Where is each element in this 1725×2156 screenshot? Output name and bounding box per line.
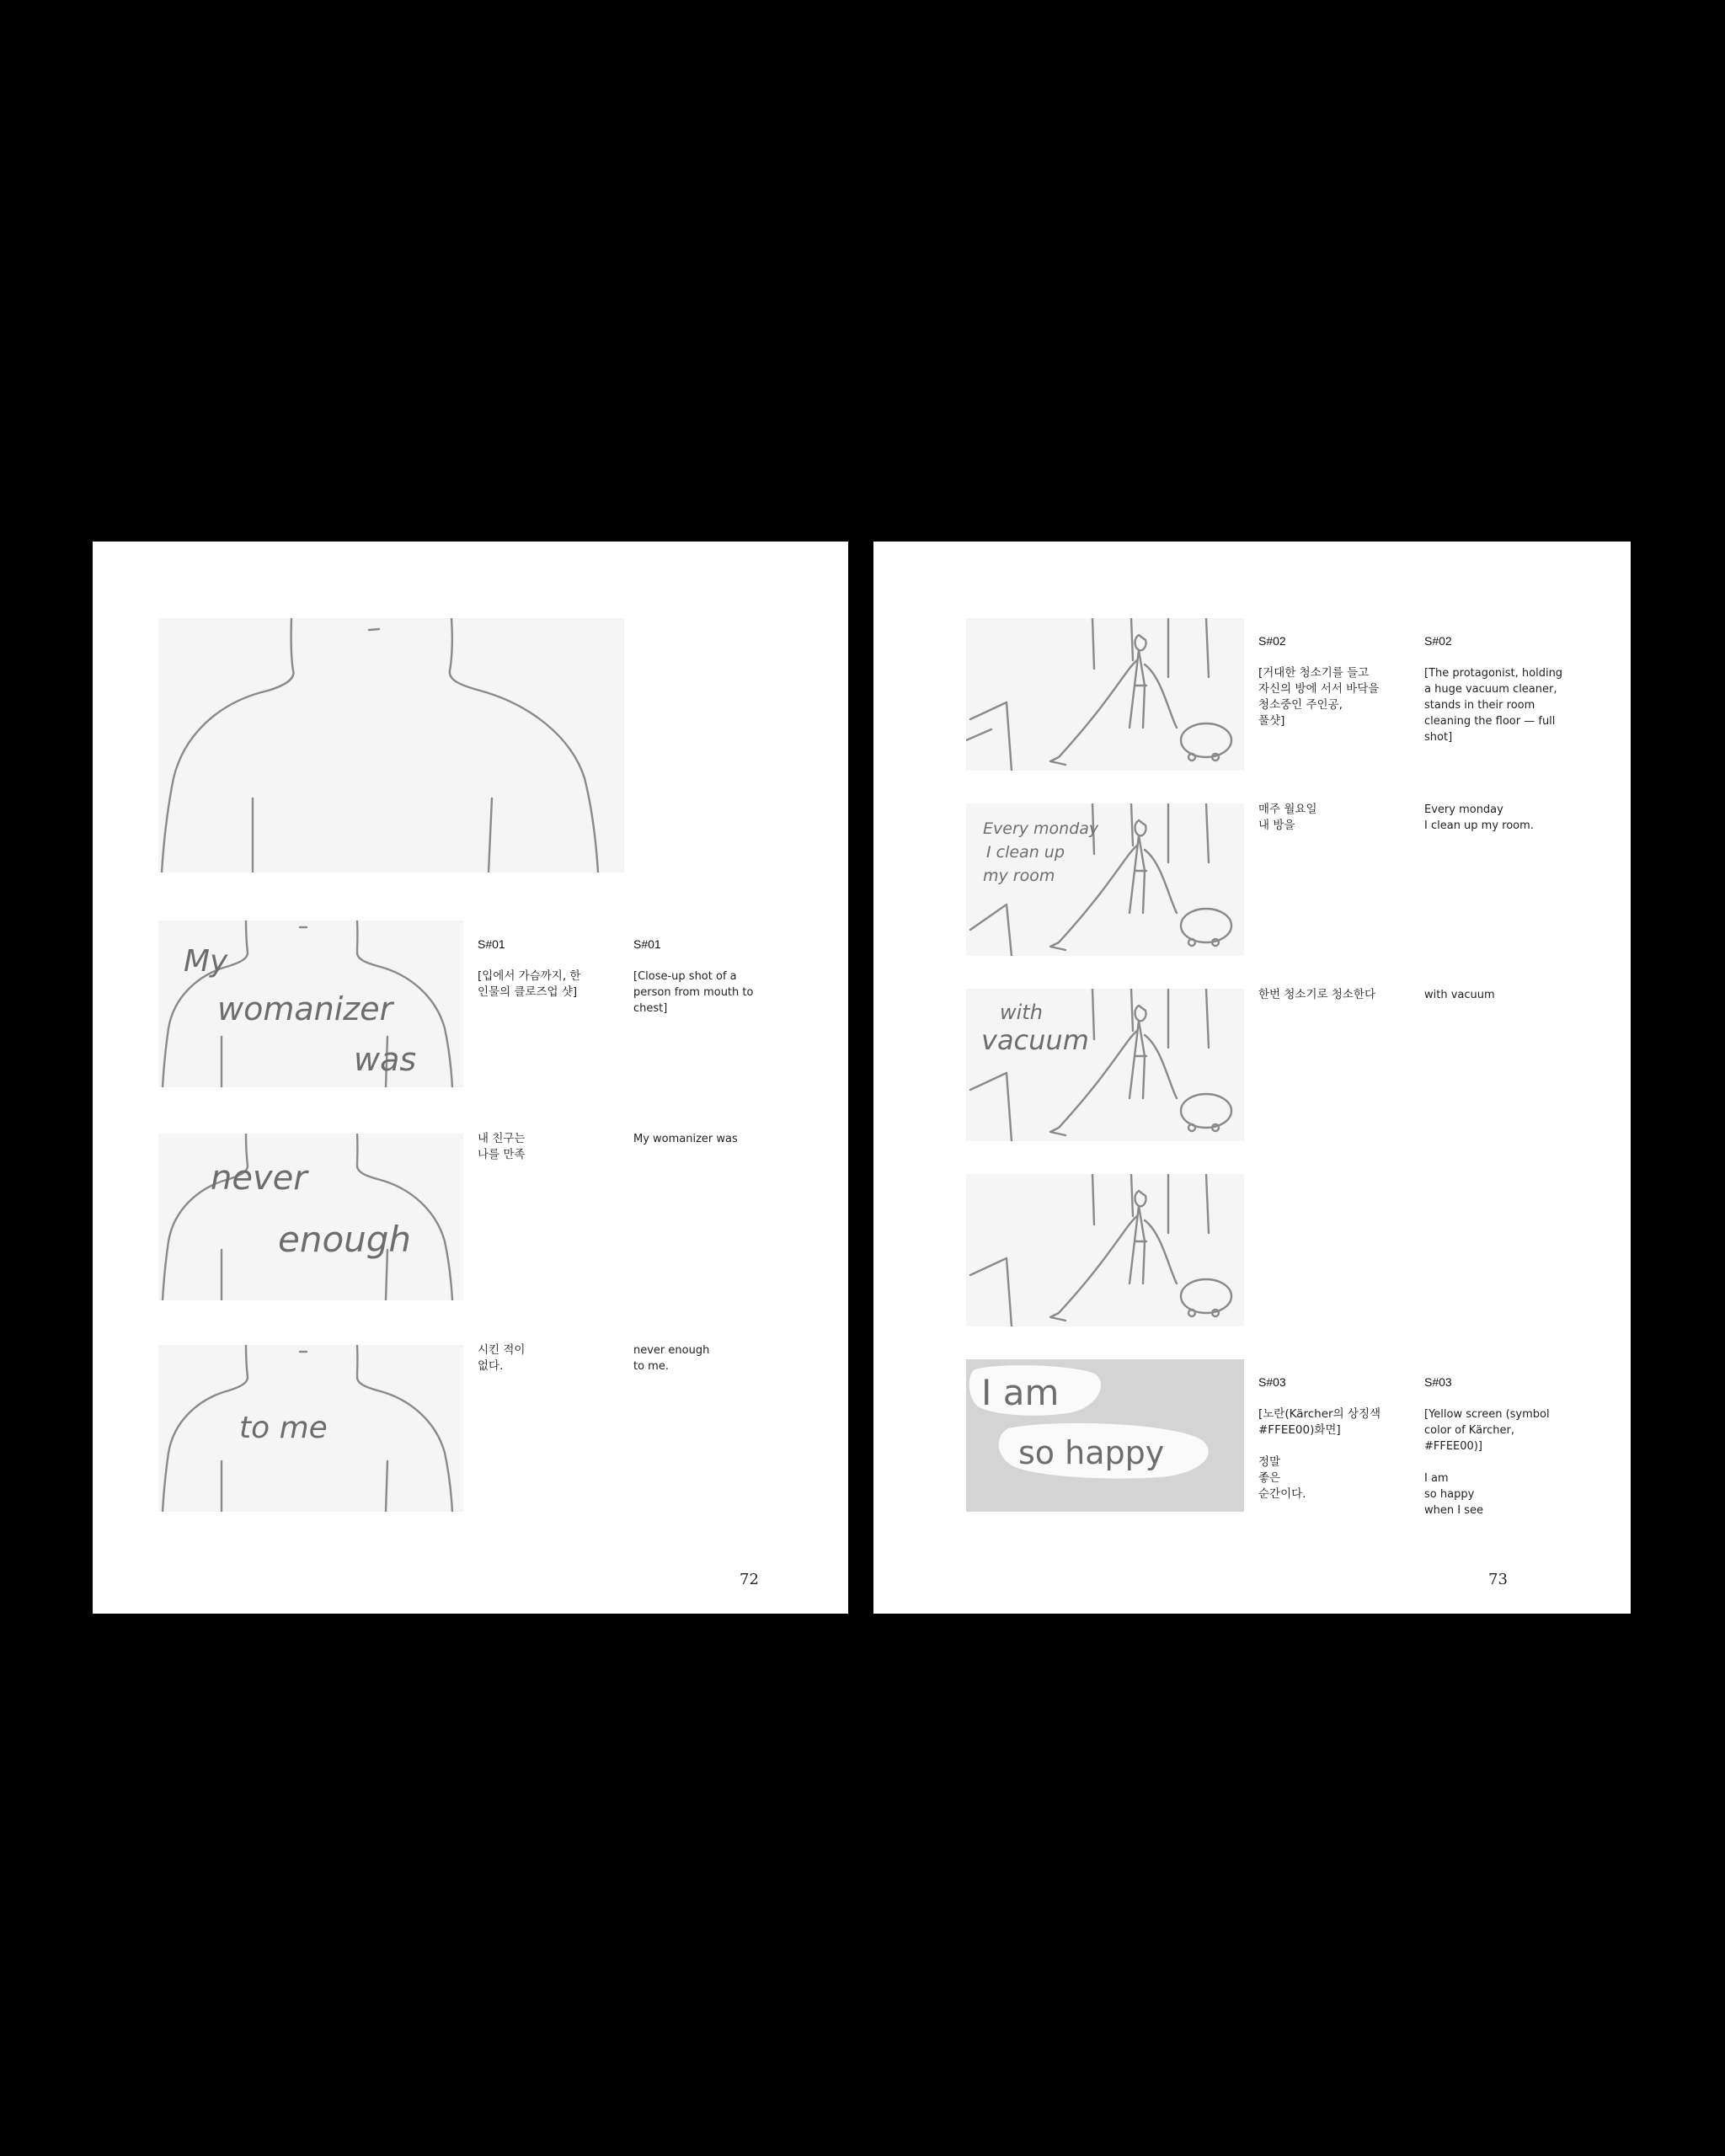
overlay-text-my-room: my room — [983, 867, 1055, 885]
overlay-text-womanizer: womanizer — [217, 990, 393, 1027]
korean-text: [거대한 청소기를 들고 자신의 방에 서서 바닥을 청소중인 주인공, 풀샷] — [1258, 666, 1380, 728]
overlay-text-every-monday: Every monday — [983, 819, 1099, 838]
overlay-text-vacuum: vacuum — [981, 1024, 1089, 1056]
english-text: [The protagonist, holding a huge vacuum cleaner, stands in their room cleaning the floor — full shot] — [1424, 667, 1563, 744]
storyboard-frame-sc01-b — [158, 1134, 463, 1300]
overlay-text-never: never — [211, 1159, 307, 1198]
storyboard-frame-vacuum-4 — [966, 1174, 1244, 1326]
english-line-monday: Every monday I clean up my room. — [1424, 803, 1534, 832]
scene-label: S#03 — [1424, 1375, 1452, 1389]
storyboard-frame-vacuum-2 — [966, 803, 1244, 956]
scene-label: S#02 — [1258, 634, 1286, 648]
overlay-text-my: My — [184, 944, 228, 979]
storyboard-frame-sc01-a — [158, 921, 463, 1087]
sc03-korean-direction — [1258, 1358, 1410, 1502]
korean-line-vacuum: 한번 청소기로 청소한다 — [1258, 988, 1375, 1001]
storyboard-frame-sc01-c — [158, 1345, 463, 1512]
sc01-korean-direction — [478, 921, 621, 1001]
overlay-text-was: was — [354, 1041, 417, 1078]
english-line-2: My womanizer was — [633, 1133, 738, 1145]
overlay-text-so-happy: so happy — [1018, 1434, 1165, 1471]
sc02-korean-direction — [1258, 617, 1410, 729]
overlay-text-i-am: I am — [981, 1372, 1060, 1413]
overlay-text-to-me: to me — [239, 1411, 328, 1445]
sc03-english-direction — [1424, 1358, 1576, 1518]
overlay-text-enough: enough — [278, 1219, 412, 1260]
page-72 — [93, 542, 848, 1614]
scene-label: S#02 — [1424, 634, 1452, 648]
korean-text: [노란(Kärcher의 상징색 #FFEE00)화면] 정말 좋은 순간이다. — [1258, 1407, 1381, 1501]
overlay-text-i-clean-up: I clean up — [986, 843, 1065, 862]
storyboard-frame-vacuum-3 — [966, 989, 1244, 1141]
page-number: 72 — [740, 1571, 759, 1588]
scene-label: S#01 — [633, 937, 661, 951]
storyboard-frame-bust-large — [158, 618, 624, 873]
korean-line-3: 시킨 적이 없다. — [478, 1343, 526, 1373]
sc02-english-direction — [1424, 617, 1576, 745]
page-number: 73 — [1488, 1571, 1508, 1588]
storyboard-frame-yellow-screen — [966, 1359, 1244, 1512]
english-line-3: never enough to me. — [633, 1344, 710, 1373]
scene-label: S#03 — [1258, 1375, 1286, 1389]
korean-text: [입에서 가슴까지, 한 인물의 클로즈업 샷] — [478, 969, 581, 999]
sc01-english-direction — [633, 921, 768, 1017]
page-73 — [873, 542, 1631, 1614]
storyboard-frame-vacuum-1 — [966, 618, 1244, 771]
english-text: [Close-up shot of a person from mouth to chest] — [633, 970, 754, 1015]
scene-label: S#01 — [478, 937, 505, 951]
korean-line-2: 내 친구는 나를 만족 — [478, 1132, 526, 1161]
english-line-vacuum: with vacuum — [1424, 989, 1495, 1001]
english-text: [Yellow screen (symbol color of Kärcher, #FFEE00)] I am so happy when I see — [1424, 1408, 1550, 1517]
korean-line-monday: 매주 월요일 내 방을 — [1258, 803, 1317, 832]
overlay-text-with: with — [1000, 1001, 1043, 1024]
